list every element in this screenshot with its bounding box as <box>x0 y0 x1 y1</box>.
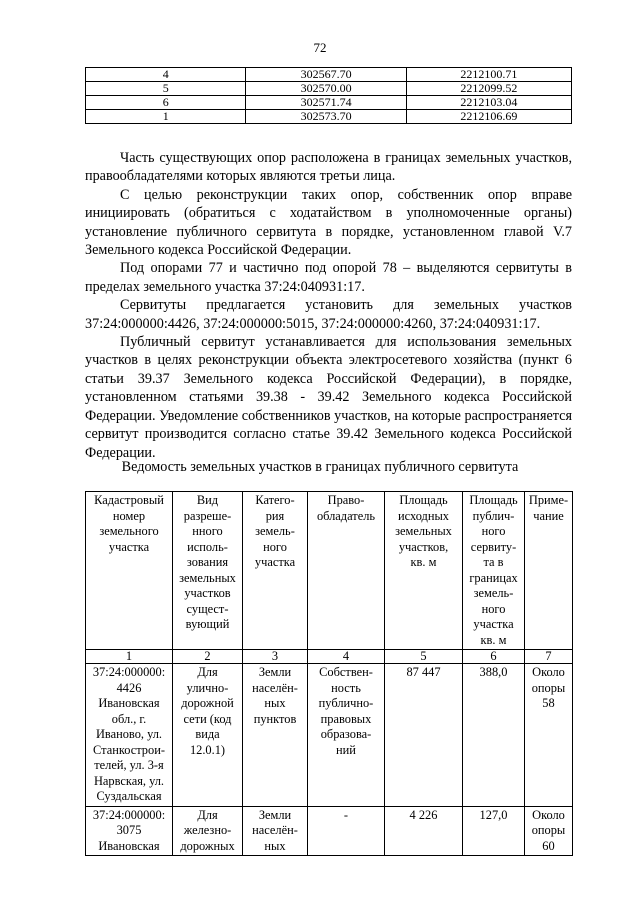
source-area: 4 226 <box>385 806 463 856</box>
table-caption: Ведомость земельных участков в границах публичного сервитута <box>121 459 519 475</box>
column-header: Кадастровый номер земельного участка <box>86 492 173 650</box>
parcels-table <box>85 491 573 856</box>
body-text <box>85 149 572 462</box>
point-number: 4 <box>86 68 246 82</box>
table-row <box>86 806 573 856</box>
source-area: 87 447 <box>385 664 463 807</box>
column-header: Катего- рия земель- ного участка <box>243 492 308 650</box>
table-header-row <box>86 492 573 650</box>
right-holder: - <box>308 806 385 856</box>
coordinates-table <box>85 67 572 124</box>
right-holder: Собствен- ность публично- правовых образова- ний <box>308 664 385 807</box>
point-number: 6 <box>86 96 246 110</box>
point-number: 1 <box>86 110 246 124</box>
column-number: 3 <box>243 650 308 664</box>
column-header: Площадь публич- ного сервиту- та в границах земель- ного участка кв. м <box>463 492 525 650</box>
column-number: 6 <box>463 650 525 664</box>
page-number: 72 <box>313 40 327 55</box>
column-number: 4 <box>308 650 385 664</box>
coord-x: 302571.74 <box>246 96 406 110</box>
column-number: 7 <box>525 650 573 664</box>
paragraph: Публичный сервитут устанавливается для использования земельных участков в целях реконструкции объекта электросетевого хозяйства (пункт 6 статьи 39.37 Земельного кодекса Российской Федерации), в порядке, установленном статьями 39.38 - 39.42 Земельного кодекса Российской Федерации. Уведомление собственников участков, на которые распространяется сервитут производится согласно статье 39.42 Земельного кодекса Российской Федерации. <box>85 334 572 461</box>
note: Около опоры 58 <box>525 664 573 807</box>
table-row <box>86 96 572 110</box>
coord-y: 2212099.52 <box>406 82 571 96</box>
coord-y: 2212103.04 <box>406 96 571 110</box>
paragraph: Часть существующих опор расположена в границах земельных участков, правообладателями которых являются третьи лица. <box>85 150 572 185</box>
table-row <box>86 664 573 807</box>
note: Около опоры 60 <box>525 806 573 856</box>
coord-x: 302570.00 <box>246 82 406 96</box>
paragraph: Сервитуты предлагается установить для земельных участков 37:24:000000:4426, 37:24:000000:5015, 37:24:000000:4260, 37:24:040931:17. <box>85 297 572 332</box>
column-number-row <box>86 650 573 664</box>
permitted-use: Для улично- дорожной сети (код вида 12.0.1) <box>173 664 243 807</box>
point-number: 5 <box>86 82 246 96</box>
column-number: 5 <box>385 650 463 664</box>
land-category: Земли населён- ных <box>243 806 308 856</box>
column-header: Приме- чание <box>525 492 573 650</box>
coord-y: 2212106.69 <box>406 110 571 124</box>
cadastral-number: 37:24:000000: 4426 Ивановская обл., г. Иваново, ул. Станкострои- телей, ул. 3-я Нарвская, ул. Суздальская <box>86 664 173 807</box>
table-row <box>86 82 572 96</box>
coord-x: 302567.70 <box>246 68 406 82</box>
coord-y: 2212100.71 <box>406 68 571 82</box>
land-category: Земли населён- ных пунктов <box>243 664 308 807</box>
paragraph: С целью реконструкции таких опор, собственник опор вправе инициировать (обратиться с ходатайством в уполномоченные органы) установление публичного сервитута в порядке, установленном главой V.7 Земельного кодекса Российской Федерации. <box>85 186 572 259</box>
column-number: 1 <box>86 650 173 664</box>
column-header: Право- обладатель <box>308 492 385 650</box>
cadastral-number: 37:24:000000: 3075 Ивановская <box>86 806 173 856</box>
column-header: Площадь исходных земельных участков, кв. м <box>385 492 463 650</box>
paragraph: Под опорами 77 и частично под опорой 78 – выделяются сервитуты в пределах земельного участка 37:24:040931:17. <box>85 260 572 295</box>
permitted-use: Для железно- дорожных <box>173 806 243 856</box>
table-row <box>86 110 572 124</box>
column-number: 2 <box>173 650 243 664</box>
servitude-area: 127,0 <box>463 806 525 856</box>
column-header: Вид разреше- нного исполь- зования земельных участков сущест- вующий <box>173 492 243 650</box>
table-row <box>86 68 572 82</box>
coord-x: 302573.70 <box>246 110 406 124</box>
servitude-area: 388,0 <box>463 664 525 807</box>
